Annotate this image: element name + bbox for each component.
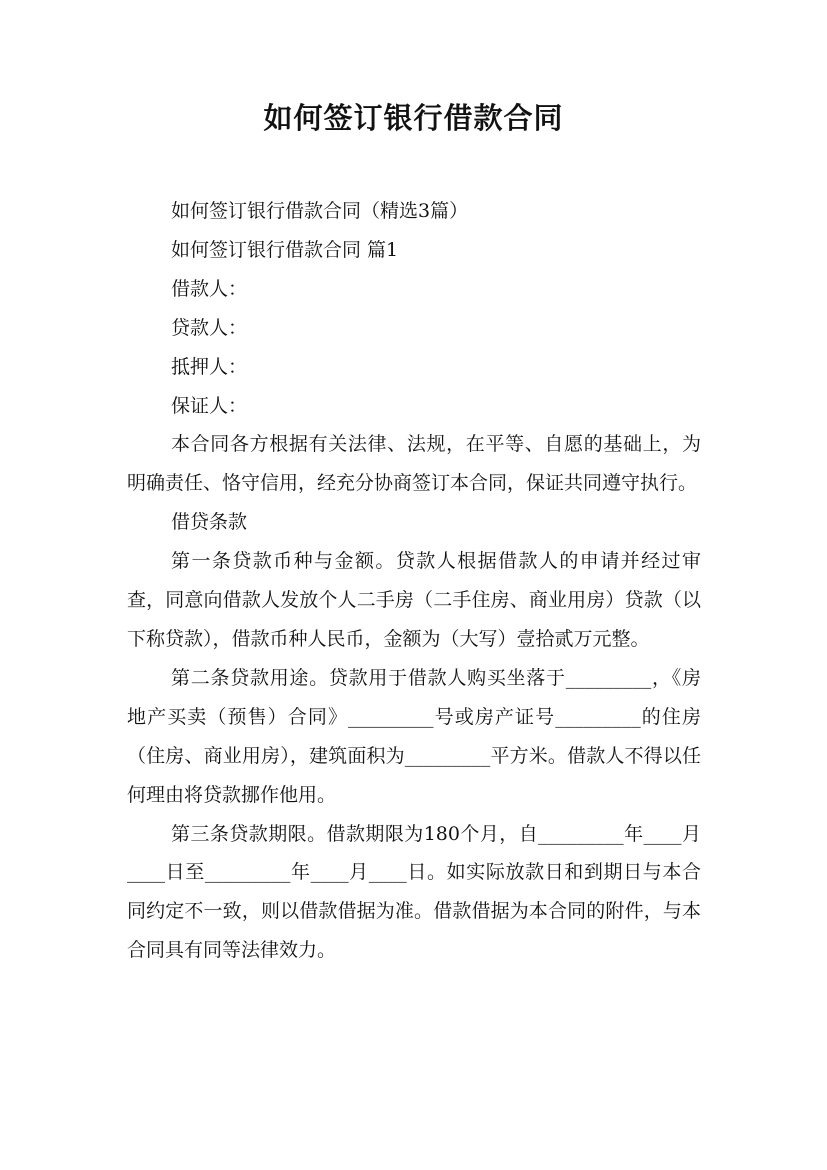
section-heading: 如何签订银行借款合同 篇1 [171,238,399,261]
document-body [127,192,701,970]
clauses-heading: 借贷条款 [171,511,248,534]
document-title: 如何签订银行借款合同 [263,101,564,135]
preamble-paragraph: 本合同各方根据有关法律、法规，在平等、自愿的基础上，为明确责任、恪守信用，经充分协商签订本合同，保证共同遵守执行。 [127,433,701,495]
borrower-line: 借款人： [171,277,248,300]
guarantor-line: 保证人： [171,394,248,417]
article-2-paragraph: 第二条贷款用途。贷款用于借款人购买坐落于_________，《房地产买卖（预售）合同》_________号或房产证号_________的住房（住房、商业用房），建筑面积为_________平方米。借款人不得以任何理由将贷款挪作他用。 [127,666,701,806]
article-1-paragraph: 第一条贷款币种与金额。贷款人根据借款人的申请并经过审查，同意向借款人发放个人二手房（二手住房、商业用房）贷款（以下称贷款），借款币种人民币，金额为（大写）壹拾贰万元整。 [127,550,701,650]
article-3-paragraph: 第三条贷款期限。借款期限为180个月，自_________年____月____日至_________年____月____日。如实际放款日和到期日与本合同约定不一致，则以借款借据为准。借款借据为本合同的附件，与本合同具有同等法律效力。 [127,822,701,962]
subtitle-line: 如何签订银行借款合同（精选3篇） [171,200,469,222]
mortgagor-line: 抵押人： [171,355,248,378]
lender-line: 贷款人： [171,316,248,339]
